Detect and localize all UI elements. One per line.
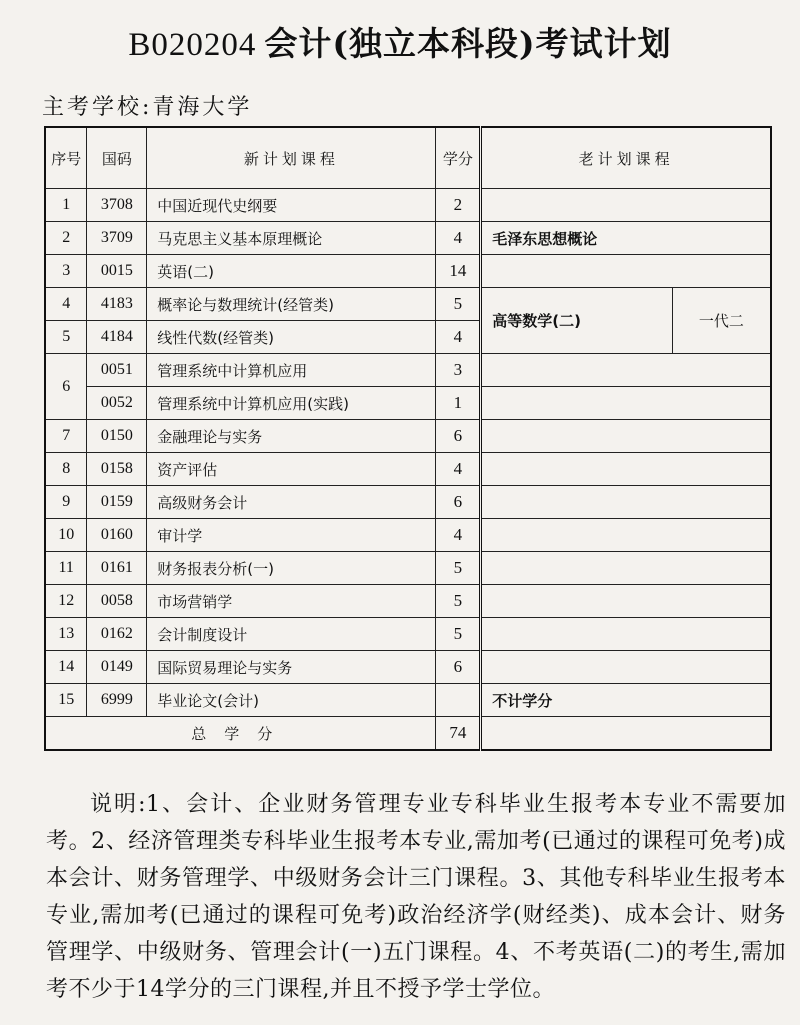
table-row [45,420,771,453]
row-course: 市场营销学 [147,585,436,618]
row-code: 3709 [87,222,147,255]
row-credit: 6 [436,486,481,519]
row-course: 金融理论与实务 [147,420,436,453]
table-row [45,288,771,321]
old-course-cell [481,651,771,684]
table-row [45,255,771,288]
row-credit: 5 [436,552,481,585]
row-code: 4184 [87,321,147,354]
header-new-course: 新计划课程 [147,127,436,189]
plan-code: B020204 [128,27,257,63]
row-credit: 4 [436,519,481,552]
table-row [45,486,771,519]
row-course: 概率论与数理统计(经管类) [147,288,436,321]
row-code: 0159 [87,486,147,519]
plan-name: 会计(独立本科段)考试计划 [264,24,672,63]
row-seq: 10 [45,519,87,552]
row-credit: 6 [436,420,481,453]
row-course: 英语(二) [147,255,436,288]
row-code: 6999 [87,684,147,717]
row-course: 国际贸易理论与实务 [147,651,436,684]
row-code: 0158 [87,453,147,486]
old-course-cell [481,519,771,552]
row-code: 0052 [87,387,147,420]
row-code: 0015 [87,255,147,288]
table-row [45,585,771,618]
old-course-cell: 毛泽东思想概论 [481,222,771,255]
row-credit: 1 [436,387,481,420]
row-credit: 14 [436,255,481,288]
table-row [45,189,771,222]
row-course: 资产评估 [147,453,436,486]
header-credit: 学分 [436,127,481,189]
table-row [45,222,771,255]
old-course-cell [481,387,771,420]
row-credit: 4 [436,321,481,354]
old-course-cell [481,618,771,651]
total-label: 总学分 [45,717,436,751]
row-code: 4183 [87,288,147,321]
row-seq: 9 [45,486,87,519]
header-seq: 序号 [45,127,87,189]
header-old-course: 老计划课程 [481,127,771,189]
row-code: 0149 [87,651,147,684]
row-seq: 13 [45,618,87,651]
row-code: 0162 [87,618,147,651]
table-row [45,387,771,420]
old-course-cell [481,420,771,453]
row-seq: 5 [45,321,87,354]
row-credit: 6 [436,651,481,684]
row-course: 管理系统中计算机应用 [147,354,436,387]
row-code: 3708 [87,189,147,222]
host-school: 主考学校:青海大学 [42,95,253,120]
row-course: 线性代数(经管类) [147,321,436,354]
exam-plan-table [44,126,772,751]
table-header-row [45,127,771,189]
row-code: 0161 [87,552,147,585]
row-credit: 4 [436,222,481,255]
row-course: 审计学 [147,519,436,552]
total-value: 74 [436,717,481,751]
row-seq: 1 [45,189,87,222]
row-seq: 8 [45,453,87,486]
row-credit: 2 [436,189,481,222]
old-course-cell [481,255,771,288]
row-code: 0160 [87,519,147,552]
explanation-note: 说明:1、会计、企业财务管理专业专科毕业生报考本专业不需要加考。2、经济管理类专科毕业生报考本专业,需加考(已通过的课程可免考)成本会计、财务管理学、中级财务会计三门课程。3、其他专科毕业生报考本专业,需加考(已通过的课程可免考)政治经济学(财经类)、成本会计、财务管理学、中级财务、管理会计(一)五门课程。4、不考英语(二)的考生,需加考不少于14学分的三门课程,并且不授予学士学位。 [46,792,786,1002]
row-course: 会计制度设计 [147,618,436,651]
row-course: 毕业论文(会计) [147,684,436,717]
total-row [45,717,771,751]
row-credit: 5 [436,288,481,321]
table-row [45,354,771,387]
row-course: 中国近现代史纲要 [147,189,436,222]
row-seq: 7 [45,420,87,453]
row-credit: 5 [436,618,481,651]
old-course-cell [481,552,771,585]
row-credit [436,684,481,717]
row-course: 财务报表分析(一) [147,552,436,585]
row-seq: 4 [45,288,87,321]
row-credit: 3 [436,354,481,387]
table-row [45,651,771,684]
page-title [0,18,800,65]
old-course-cell [481,585,771,618]
row-code: 0051 [87,354,147,387]
table-row [45,618,771,651]
row-seq: 12 [45,585,87,618]
old-course-cell [481,717,771,751]
row-seq: 3 [45,255,87,288]
row-seq: 11 [45,552,87,585]
row-seq: 6 [45,354,87,420]
row-code: 0150 [87,420,147,453]
row-course: 管理系统中计算机应用(实践) [147,387,436,420]
header-code: 国码 [87,127,147,189]
row-code: 0058 [87,585,147,618]
old-course-note: 一代二 [672,288,771,354]
old-course-cell [481,453,771,486]
table-row [45,453,771,486]
row-course: 高级财务会计 [147,486,436,519]
old-course-cell [481,486,771,519]
row-seq: 14 [45,651,87,684]
table-row [45,552,771,585]
table-row [45,519,771,552]
old-course-cell: 高等数学(二) [481,288,672,354]
row-seq: 15 [45,684,87,717]
row-credit: 4 [436,453,481,486]
row-seq: 2 [45,222,87,255]
old-course-cell [481,189,771,222]
old-course-cell: 不计学分 [481,684,771,717]
row-credit: 5 [436,585,481,618]
table-row [45,684,771,717]
old-course-cell [481,354,771,387]
row-course: 马克思主义基本原理概论 [147,222,436,255]
